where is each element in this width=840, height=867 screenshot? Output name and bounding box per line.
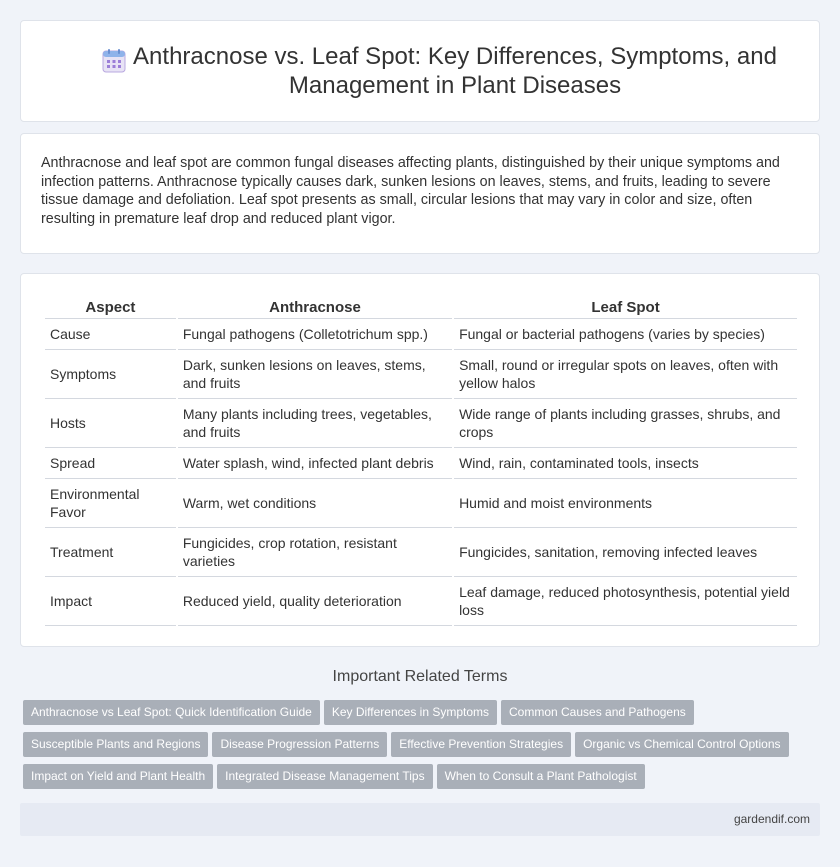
table-cell: Reduced yield, quality deterioration: [178, 577, 452, 626]
table-cell: Small, round or irregular spots on leaves, often with yellow halos: [454, 350, 797, 399]
column-header-leaf-spot: Leaf Spot: [454, 297, 797, 319]
table-cell: Leaf damage, reduced photosynthesis, potential yield loss: [454, 577, 797, 626]
table-row: [45, 319, 797, 350]
table-cell: Spread: [45, 448, 176, 479]
table-cell: Fungal pathogens (Colletotrichum spp.): [178, 319, 452, 350]
related-tags-row: [23, 764, 823, 789]
table-row: [45, 528, 797, 577]
related-tags-row: [23, 700, 823, 725]
table-cell: Hosts: [45, 399, 176, 448]
related-tag[interactable]: Key Differences in Symptoms: [324, 700, 497, 725]
table-row: [45, 399, 797, 448]
related-tag[interactable]: Integrated Disease Management Tips: [217, 764, 432, 789]
table-header-row: [45, 297, 797, 319]
related-tag[interactable]: Susceptible Plants and Regions: [23, 732, 208, 757]
table-cell: Wind, rain, contaminated tools, insects: [454, 448, 797, 479]
related-tag[interactable]: Disease Progression Patterns: [212, 732, 387, 757]
calendar-icon: [101, 48, 127, 74]
related-tag[interactable]: Anthracnose vs Leaf Spot: Quick Identification Guide: [23, 700, 320, 725]
table-row: [45, 350, 797, 399]
table-cell: Cause: [45, 319, 176, 350]
title-card: [20, 20, 820, 122]
table-cell: Environmental Favor: [45, 479, 176, 528]
table-cell: Many plants including trees, vegetables, and fruits: [178, 399, 452, 448]
page-title: Anthracnose vs. Leaf Spot: Key Differences, Symptoms, and Management in Plant Diseases: [133, 43, 777, 99]
related-terms-heading: Important Related Terms: [332, 668, 508, 685]
table-cell: Fungicides, sanitation, removing infected leaves: [454, 528, 797, 577]
footer-site-link[interactable]: gardendif.com: [733, 812, 810, 826]
table-cell: Wide range of plants including grasses, shrubs, and crops: [454, 399, 797, 448]
related-tag[interactable]: Organic vs Chemical Control Options: [575, 732, 788, 757]
table-cell: Fungicides, crop rotation, resistant varieties: [178, 528, 452, 577]
table-cell: Warm, wet conditions: [178, 479, 452, 528]
related-tags-row: [23, 732, 823, 757]
table-row: [45, 448, 797, 479]
table-cell: Impact: [45, 577, 176, 626]
column-header-aspect: Aspect: [45, 297, 176, 319]
footer: [20, 803, 820, 836]
table-cell: Humid and moist environments: [454, 479, 797, 528]
related-tag[interactable]: Effective Prevention Strategies: [391, 732, 571, 757]
intro-card: [20, 133, 820, 254]
table-cell: Symptoms: [45, 350, 176, 399]
table-cell: Water splash, wind, infected plant debris: [178, 448, 452, 479]
comparison-table-card: [20, 273, 820, 647]
related-tag[interactable]: Common Causes and Pathogens: [501, 700, 694, 725]
related-tag[interactable]: Impact on Yield and Plant Health: [23, 764, 213, 789]
table-row: [45, 479, 797, 528]
table-cell: Treatment: [45, 528, 176, 577]
table-cell: Dark, sunken lesions on leaves, stems, and fruits: [178, 350, 452, 399]
column-header-anthracnose: Anthracnose: [178, 297, 452, 319]
table-cell: Fungal or bacterial pathogens (varies by species): [454, 319, 797, 350]
intro-paragraph: Anthracnose and leaf spot are common fungal diseases affecting plants, distinguished by their unique symptoms and infection patterns. Anthracnose typically causes dark, sunken lesions on leaves, stems, and fruits, leading to severe tissue damage and defoliation. Leaf spot presents as small, circular lesions that may vary in color and size, often resulting in premature leaf drop and reduced plant vigor.: [41, 155, 780, 228]
related-tag[interactable]: When to Consult a Plant Pathologist: [437, 764, 645, 789]
comparison-table: [43, 297, 799, 626]
table-row: [45, 577, 797, 626]
